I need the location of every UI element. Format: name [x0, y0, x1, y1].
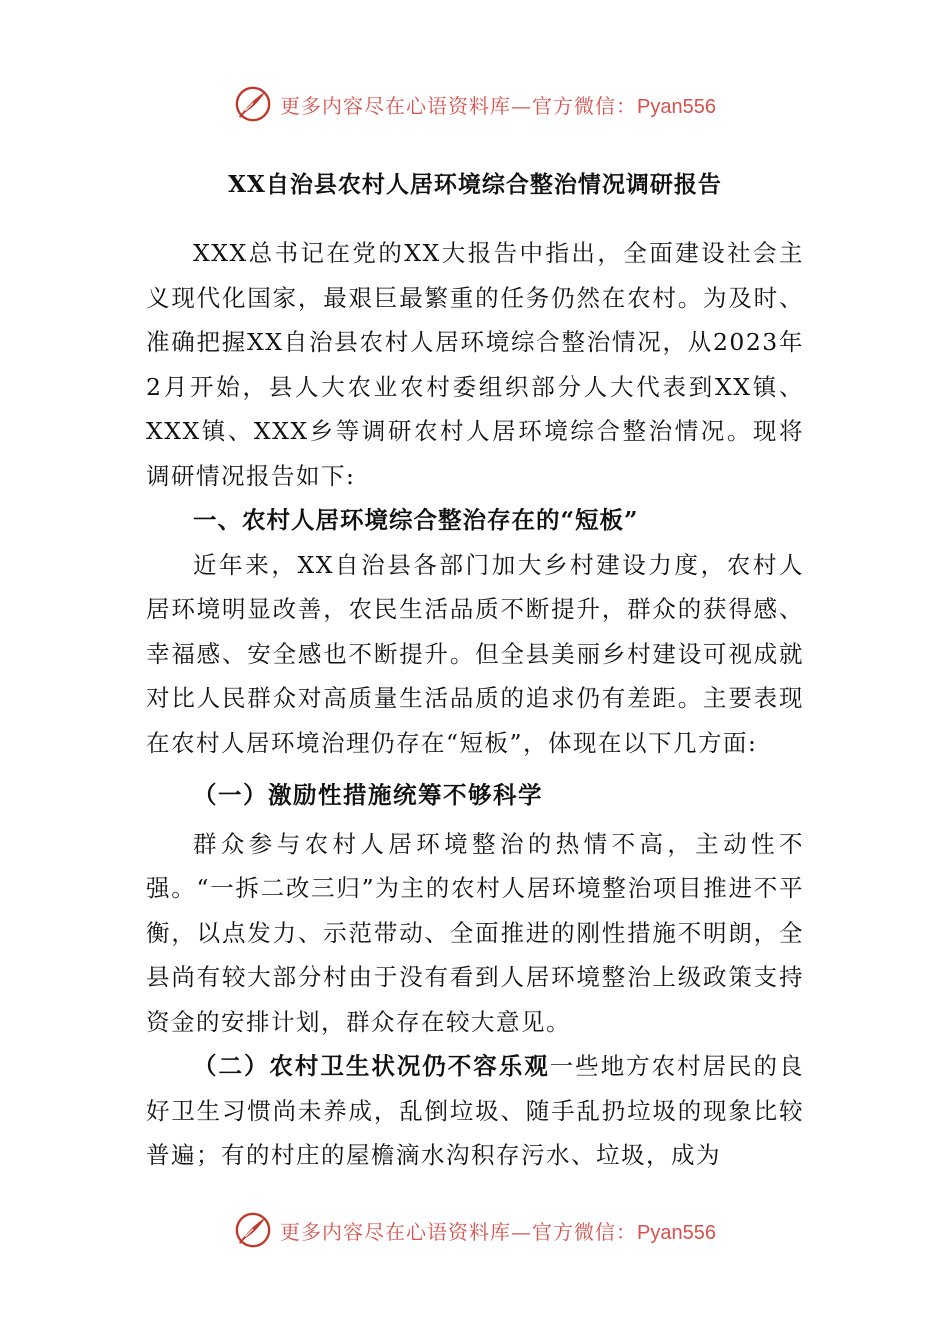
document-title: XX自治县农村人居环境综合整治情况调研报告: [228, 171, 722, 198]
watermark-banner-bottom: [0, 1206, 950, 1254]
subsection-2-text: 一些地方农村居民的良好卫生习惯尚未养成，乱倒垃圾、随手乱扔垃圾的现象比较普遍；有的村庄的屋檐滴水沟积存污水、垃圾，成为: [146, 1052, 805, 1169]
subsection-1-paragraph: 群众参与农村人居环境整治的热情不高，主动性不强。“一拆二改三归”为主的农村人居环境整治项目推进不平衡，以点发力、示范带动、全面推进的刚性措施不明朗，全县尚有较大部分村由于没有看到人居环境整治上级政策支持资金的安排计划，群众存在较大意见。: [146, 829, 804, 1036]
watermark-text: 更多内容尽在心语资料库—官方微信：Pyan556: [280, 93, 716, 118]
watermark-text: 更多内容尽在心语资料库—官方微信：Pyan556: [280, 1219, 716, 1244]
section-heading-1: 一、农村人居环境综合整治存在的“短板”: [193, 506, 639, 534]
quill-logo-icon: [234, 85, 272, 123]
subsection-heading-1: （一）激励性措施统筹不够科学: [193, 781, 543, 809]
section-1-paragraph: 近年来，XX自治县各部门加大乡村建设力度，农村人居环境明显改善，农民生活品质不断提升，群众的获得感、幸福感、安全感也不断提升。但全县美丽乡村建设可视成就对比人民群众对高质量生活品质的追求仍有差距。主要表现在农村人居环境治理仍存在“短板”，体现在以下几方面:: [146, 550, 804, 757]
intro-paragraph: XXX总书记在党的XX大报告中指出，全面建设社会主义现代化国家，最艰巨最繁重的任务仍然在农村。为及时、准确把握XX自治县农村人居环境综合整治情况，从2023年2月开始，县人大农业农村委组织部分人大代表到XX镇、XXX镇、XXX乡等调研农村人居环境综合整治情况。现将调研情况报告如下:: [146, 239, 804, 490]
quill-logo-icon: [234, 1211, 272, 1249]
subsection-2-paragraph: [146, 1044, 804, 1178]
watermark-banner-top: [0, 80, 950, 128]
document-body: [146, 231, 804, 1178]
subsection-heading-2: （二）农村卫生状况仍不容乐观: [193, 1052, 550, 1080]
